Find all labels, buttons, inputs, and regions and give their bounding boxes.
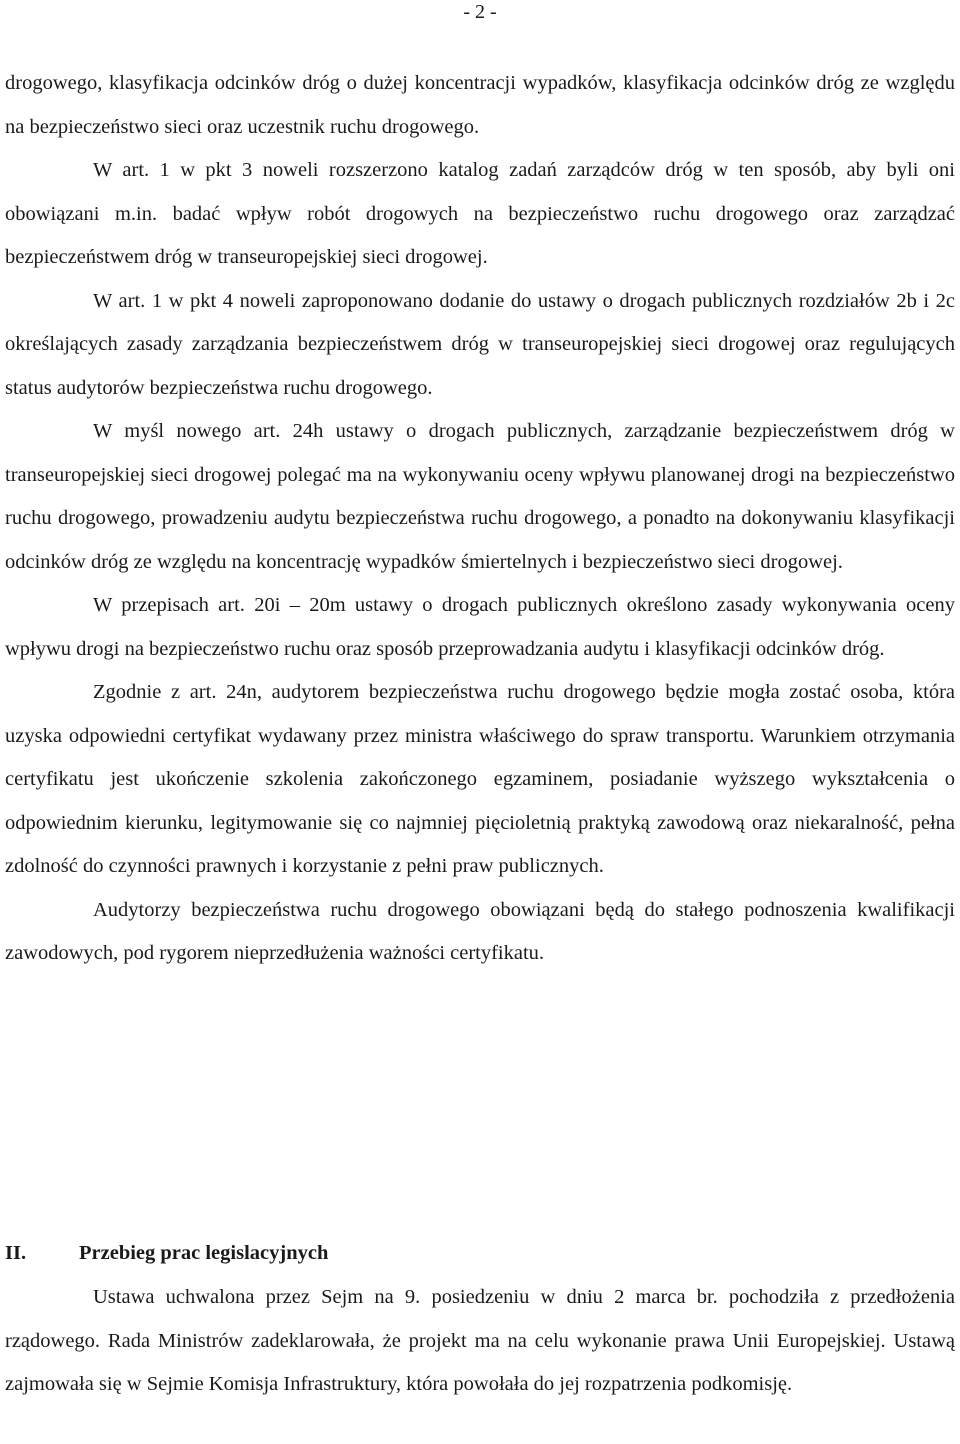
section-heading [5,1232,955,1276]
paragraph-art20i-20m: W przepisach art. 20i – 20m ustawy o drogach publicznych określono zasady wykonywania oceny wpływu drogi na bezpieczeństwo ruchu oraz sposób przeprowadzania audytu i klasyfikacji odcinków dróg. [5,594,955,660]
paragraph-art24n: Zgodnie z art. 24n, audytorem bezpieczeństwa ruchu drogowego będzie mogła zostać osoba, która uzyska odpowiedni certyfikat wydawany przez ministra właściwego do spraw transportu. Warunkiem otrzymania certyfikatu jest ukończenie szkolenia zakończonego egzaminem, posiadanie wyższego wykształcenia o odpowiednim kierunku, legitymowanie się co najmniej pięcioletnią praktyką zawodową oraz niekaralność, pełna zdolność do czynności prawnych i korzystanie z pełni praw publicznych. [5,681,955,877]
document-body [5,62,955,976]
section-number: II. [5,1242,27,1264]
section-title: Przebieg prac legislacyjnych [79,1242,329,1264]
paragraph-continuation: drogowego, klasyfikacja odcinków dróg o dużej koncentracji wypadków, klasyfikacja odcinków dróg ze względu na bezpieczeństwo sieci oraz uczestnik ruchu drogowego. [5,72,955,138]
paragraph-przebieg: Ustawa uchwalona przez Sejm na 9. posiedzeniu w dniu 2 marca br. pochodziła z przedłożenia rządowego. Rada Ministrów zadeklarowała, że projekt ma na celu wykonanie prawa Unii Europejskiej. Ustawą zajmowała się w Sejmie Komisja Infrastruktury, która powołała do jej rozpatrzenia podkomisję. [5,1286,955,1395]
paragraph-art1-pkt3: W art. 1 w pkt 3 noweli rozszerzono katalog zadań zarządców dróg w ten sposób, aby byli oni obowiązani m.in. badać wpływ robót drogowych na bezpieczeństwo ruchu drogowego oraz zarządzać bezpieczeństwem dróg w transeuropejskiej sieci drogowej. [5,159,955,268]
paragraph-audytorzy: Audytorzy bezpieczeństwa ruchu drogowego obowiązani będą do stałego podnoszenia kwalifikacji zawodowych, pod rygorem nieprzedłużenia ważności certyfikatu. [5,898,955,964]
page-number: - 2 - [463,1,497,23]
paragraph-art1-pkt4: W art. 1 w pkt 4 noweli zaproponowano dodanie do ustawy o drogach publicznych rozdziałów 2b i 2c określających zasady zarządzania bezpieczeństwem dróg w transeuropejskiej sieci drogowej oraz regulujących status audytorów bezpieczeństwa ruchu drogowego. [5,289,955,399]
paragraph-art24h: W myśl nowego art. 24h ustawy o drogach publicznych, zarządzanie bezpieczeństwem dróg w transeuropejskiej sieci drogowej polegać ma na wykonywaniu oceny wpływu planowanej drogi na bezpieczeństwo ruchu drogowego, prowadzeniu audytu bezpieczeństwa ruchu drogowego, a ponadto na dokonywaniu klasyfikacji odcinków dróg ze względu na koncentrację wypadków śmiertelnych i bezpieczeństwo sieci drogowej. [5,420,955,573]
section-body [5,1276,955,1407]
